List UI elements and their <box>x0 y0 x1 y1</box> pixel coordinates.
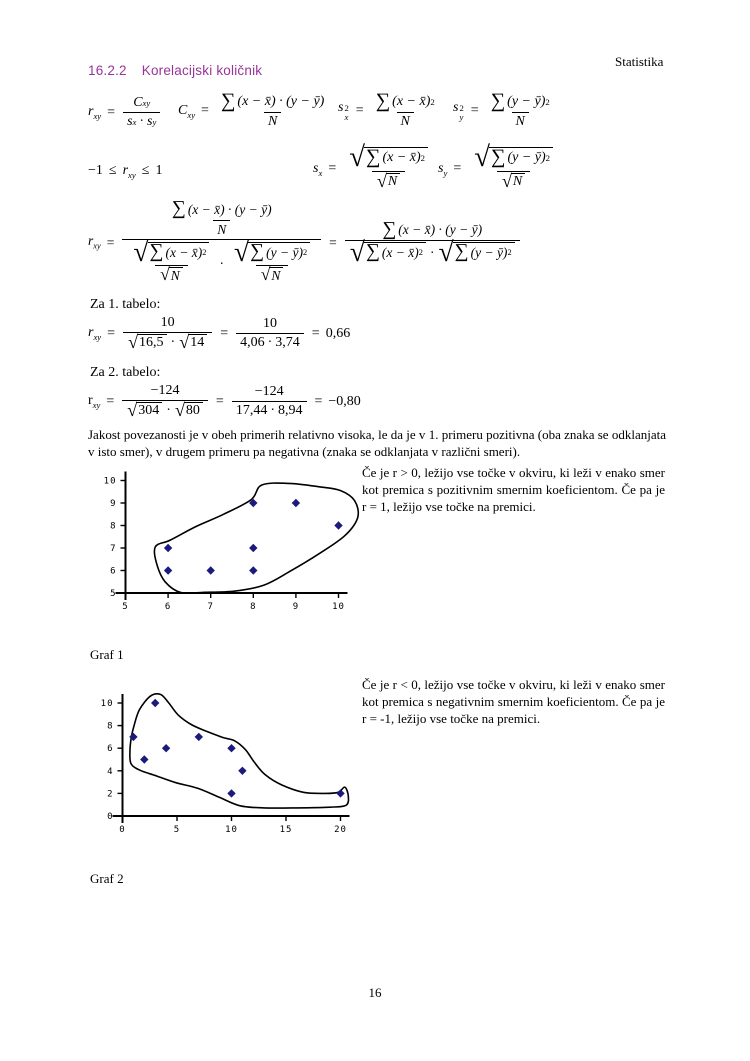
equals-sign: = <box>106 234 115 250</box>
radical-sign: √ <box>174 400 185 421</box>
fraction: C xy s x · s y <box>123 94 160 131</box>
svg-text:5: 5 <box>110 589 117 599</box>
svg-text:0: 0 <box>107 812 114 822</box>
sum-symbol: ∑ <box>149 241 164 263</box>
result-value: −0,80 <box>328 393 361 409</box>
svg-text:5: 5 <box>122 602 129 612</box>
formula-cxy-definition <box>178 91 330 131</box>
dot-operator: · <box>219 255 224 271</box>
lhs-rxy: $r_{xy}$ <box>88 393 101 411</box>
fraction: ∑ (x − x̄) 2 N <box>372 91 439 131</box>
leq-sign: ≤ <box>108 163 117 179</box>
formula-table1-result <box>88 314 350 353</box>
fraction: 10 √ 16,5 · √ 14 <box>123 314 212 353</box>
fraction: √ ∑ (x − x̄) 2 √ N <box>344 146 433 192</box>
radical-sign: √ <box>474 141 490 173</box>
result-value: 0,66 <box>325 325 351 341</box>
graf2-side-text: Če je r < 0, ležijo vse točke v okviru, ki leži v enako smer kot premica s negativnim smernim koeficientom. Če pa je r = -1, ležijo vse točke na premici. <box>362 677 665 726</box>
graf1-side-text: Če je r > 0, ležijo vse točke v okviru, ki leži v enako smer kot premica s pozitivnim smernim koeficientom. Če pa je r = 1, ležijo vse točke na premici. <box>362 465 665 514</box>
svg-text:10: 10 <box>100 699 114 709</box>
sum-symbol: ∑ <box>250 241 265 263</box>
table2-label: Za 2. tabelo: <box>90 365 161 380</box>
equals-sign: = <box>311 325 320 341</box>
section-title: Korelacijski količnik <box>141 63 263 78</box>
lhs-cxy: $C_{xy}$ <box>178 102 196 120</box>
radical-sign: √ <box>260 264 271 285</box>
radical-sign: √ <box>233 236 250 268</box>
dot-operator: · <box>166 403 171 419</box>
formula-sx2-definition <box>338 91 441 131</box>
svg-text:6: 6 <box>107 744 114 755</box>
formula-sx-definition <box>313 141 435 192</box>
equals-sign: = <box>355 103 364 119</box>
equals-sign: = <box>220 325 229 341</box>
equals-sign: = <box>201 103 209 119</box>
equals-sign: = <box>470 103 479 119</box>
svg-text:15: 15 <box>279 825 293 835</box>
lhs-rxy: $r_{xy}$ <box>88 104 102 121</box>
radical-sign: √ <box>128 332 139 353</box>
radical-sign: √ <box>179 332 190 353</box>
equals-sign: = <box>329 234 337 250</box>
sum-symbol: ∑ <box>220 90 236 112</box>
sum-symbol: ∑ <box>454 241 469 263</box>
svg-text:6: 6 <box>164 602 172 612</box>
page-number: 16 <box>368 985 382 1000</box>
sum-symbol: ∑ <box>490 146 506 168</box>
formula-rxy-range: −1 ≤ $r_{xy}$ ≤ 1 <box>88 163 163 180</box>
radical-sign: √ <box>133 236 149 268</box>
equals-sign: = <box>107 325 116 341</box>
fraction: 10 4,06 · 3,74 <box>236 315 304 352</box>
equals-sign: = <box>314 393 323 409</box>
formula-rxy-definition <box>88 94 162 131</box>
formula-sy2-definition <box>453 91 556 131</box>
dot-operator: · <box>267 335 273 351</box>
lhs-sy: $s_y$ <box>438 160 448 178</box>
graf1-caption: Graf 1 <box>90 647 124 662</box>
svg-text:7: 7 <box>207 602 214 612</box>
svg-text:8: 8 <box>110 521 117 532</box>
lhs-sx: $s_x$ <box>313 160 323 178</box>
leq-sign: ≤ <box>141 163 150 179</box>
radical-sign: √ <box>160 264 170 285</box>
section-number: 16.2.2 <box>88 63 127 78</box>
equals-sign: = <box>215 393 224 409</box>
svg-text:10: 10 <box>332 602 345 612</box>
svg-text:9: 9 <box>292 602 300 612</box>
fraction: ∑ (x − x̄) · (y − ȳ) N <box>217 91 328 131</box>
dot-operator: · <box>170 335 176 351</box>
radical-sign: √ <box>376 170 387 191</box>
graf2-caption: Graf 2 <box>90 871 124 886</box>
sum-symbol: ∑ <box>365 241 380 263</box>
svg-text:4: 4 <box>107 766 114 777</box>
svg-text:8: 8 <box>107 721 114 732</box>
equals-sign: = <box>328 161 337 177</box>
lhs-rxy: $r_{xy}$ <box>88 325 102 343</box>
outer-fraction: ∑ (x − x̄) · (y − ȳ) N √ ∑ (x − x̄) 2 √ N · √ ∑ (y − ȳ) 2 √ N <box>122 198 321 287</box>
radical-sign: √ <box>501 170 512 191</box>
sum-symbol: ∑ <box>365 146 381 168</box>
svg-text:10: 10 <box>103 476 117 487</box>
graf1-scatter-plot <box>86 466 366 626</box>
page-header: Statistika <box>615 54 664 69</box>
lhs-sy2: s 2 y <box>453 100 464 123</box>
svg-text:10: 10 <box>225 825 238 835</box>
svg-text:0: 0 <box>119 825 126 835</box>
lhs-sx2: s 2 x <box>338 100 349 123</box>
svg-text:2: 2 <box>107 789 114 800</box>
sum-symbol: ∑ <box>490 90 506 112</box>
sum-symbol: ∑ <box>171 198 186 219</box>
formula-rxy-expanded <box>88 198 522 287</box>
radical-sign: √ <box>349 236 365 268</box>
lhs-rxy: $r_{xy}$ <box>88 233 101 251</box>
fraction: −124 √ 304 · √ 80 <box>122 382 208 421</box>
fraction: −124 17,44 · 8,94 <box>232 383 307 420</box>
sum-symbol: ∑ <box>375 90 391 112</box>
formula-table2-result <box>88 382 361 421</box>
radical-sign: √ <box>127 400 138 421</box>
svg-text:9: 9 <box>110 499 117 509</box>
fraction: √ ∑ (y − ȳ) 2 √ N <box>469 146 558 192</box>
svg-text:7: 7 <box>110 544 117 554</box>
table1-label: Za 1. tabelo: <box>90 297 161 312</box>
radical-sign: √ <box>349 141 365 173</box>
svg-text:6: 6 <box>110 566 117 577</box>
section-heading <box>88 63 262 78</box>
dot-operator: · <box>429 245 435 261</box>
fraction: ∑ (y − ȳ) 2 N <box>487 91 554 131</box>
dot-operator: · <box>270 403 275 419</box>
formula-sy-definition <box>438 141 560 192</box>
simplified-fraction: ∑ (x − x̄) · (y − ȳ) √ ∑ (x − x̄) 2 · √ ∑ (y − ȳ) 2 <box>345 220 520 266</box>
body-paragraph: Jakost povezanosti je v obeh primerih relativno visoka, le da je v 1. primeru pozitivna (oba znaka se odklanjata v isto smer), v drugem primeru pa negativna (znaka se odklanjata v različni smeri). <box>88 427 666 459</box>
equals-sign: = <box>106 393 115 409</box>
graf2-scatter-plot <box>86 686 366 846</box>
svg-text:20: 20 <box>334 825 347 835</box>
equals-sign: = <box>453 161 462 177</box>
svg-text:5: 5 <box>173 825 181 835</box>
sum-symbol: ∑ <box>382 218 397 240</box>
equals-sign: = <box>107 104 116 120</box>
radical-sign: √ <box>438 236 454 268</box>
svg-text:8: 8 <box>250 602 257 612</box>
rxy-token: $r_{xy}$ <box>122 163 136 180</box>
